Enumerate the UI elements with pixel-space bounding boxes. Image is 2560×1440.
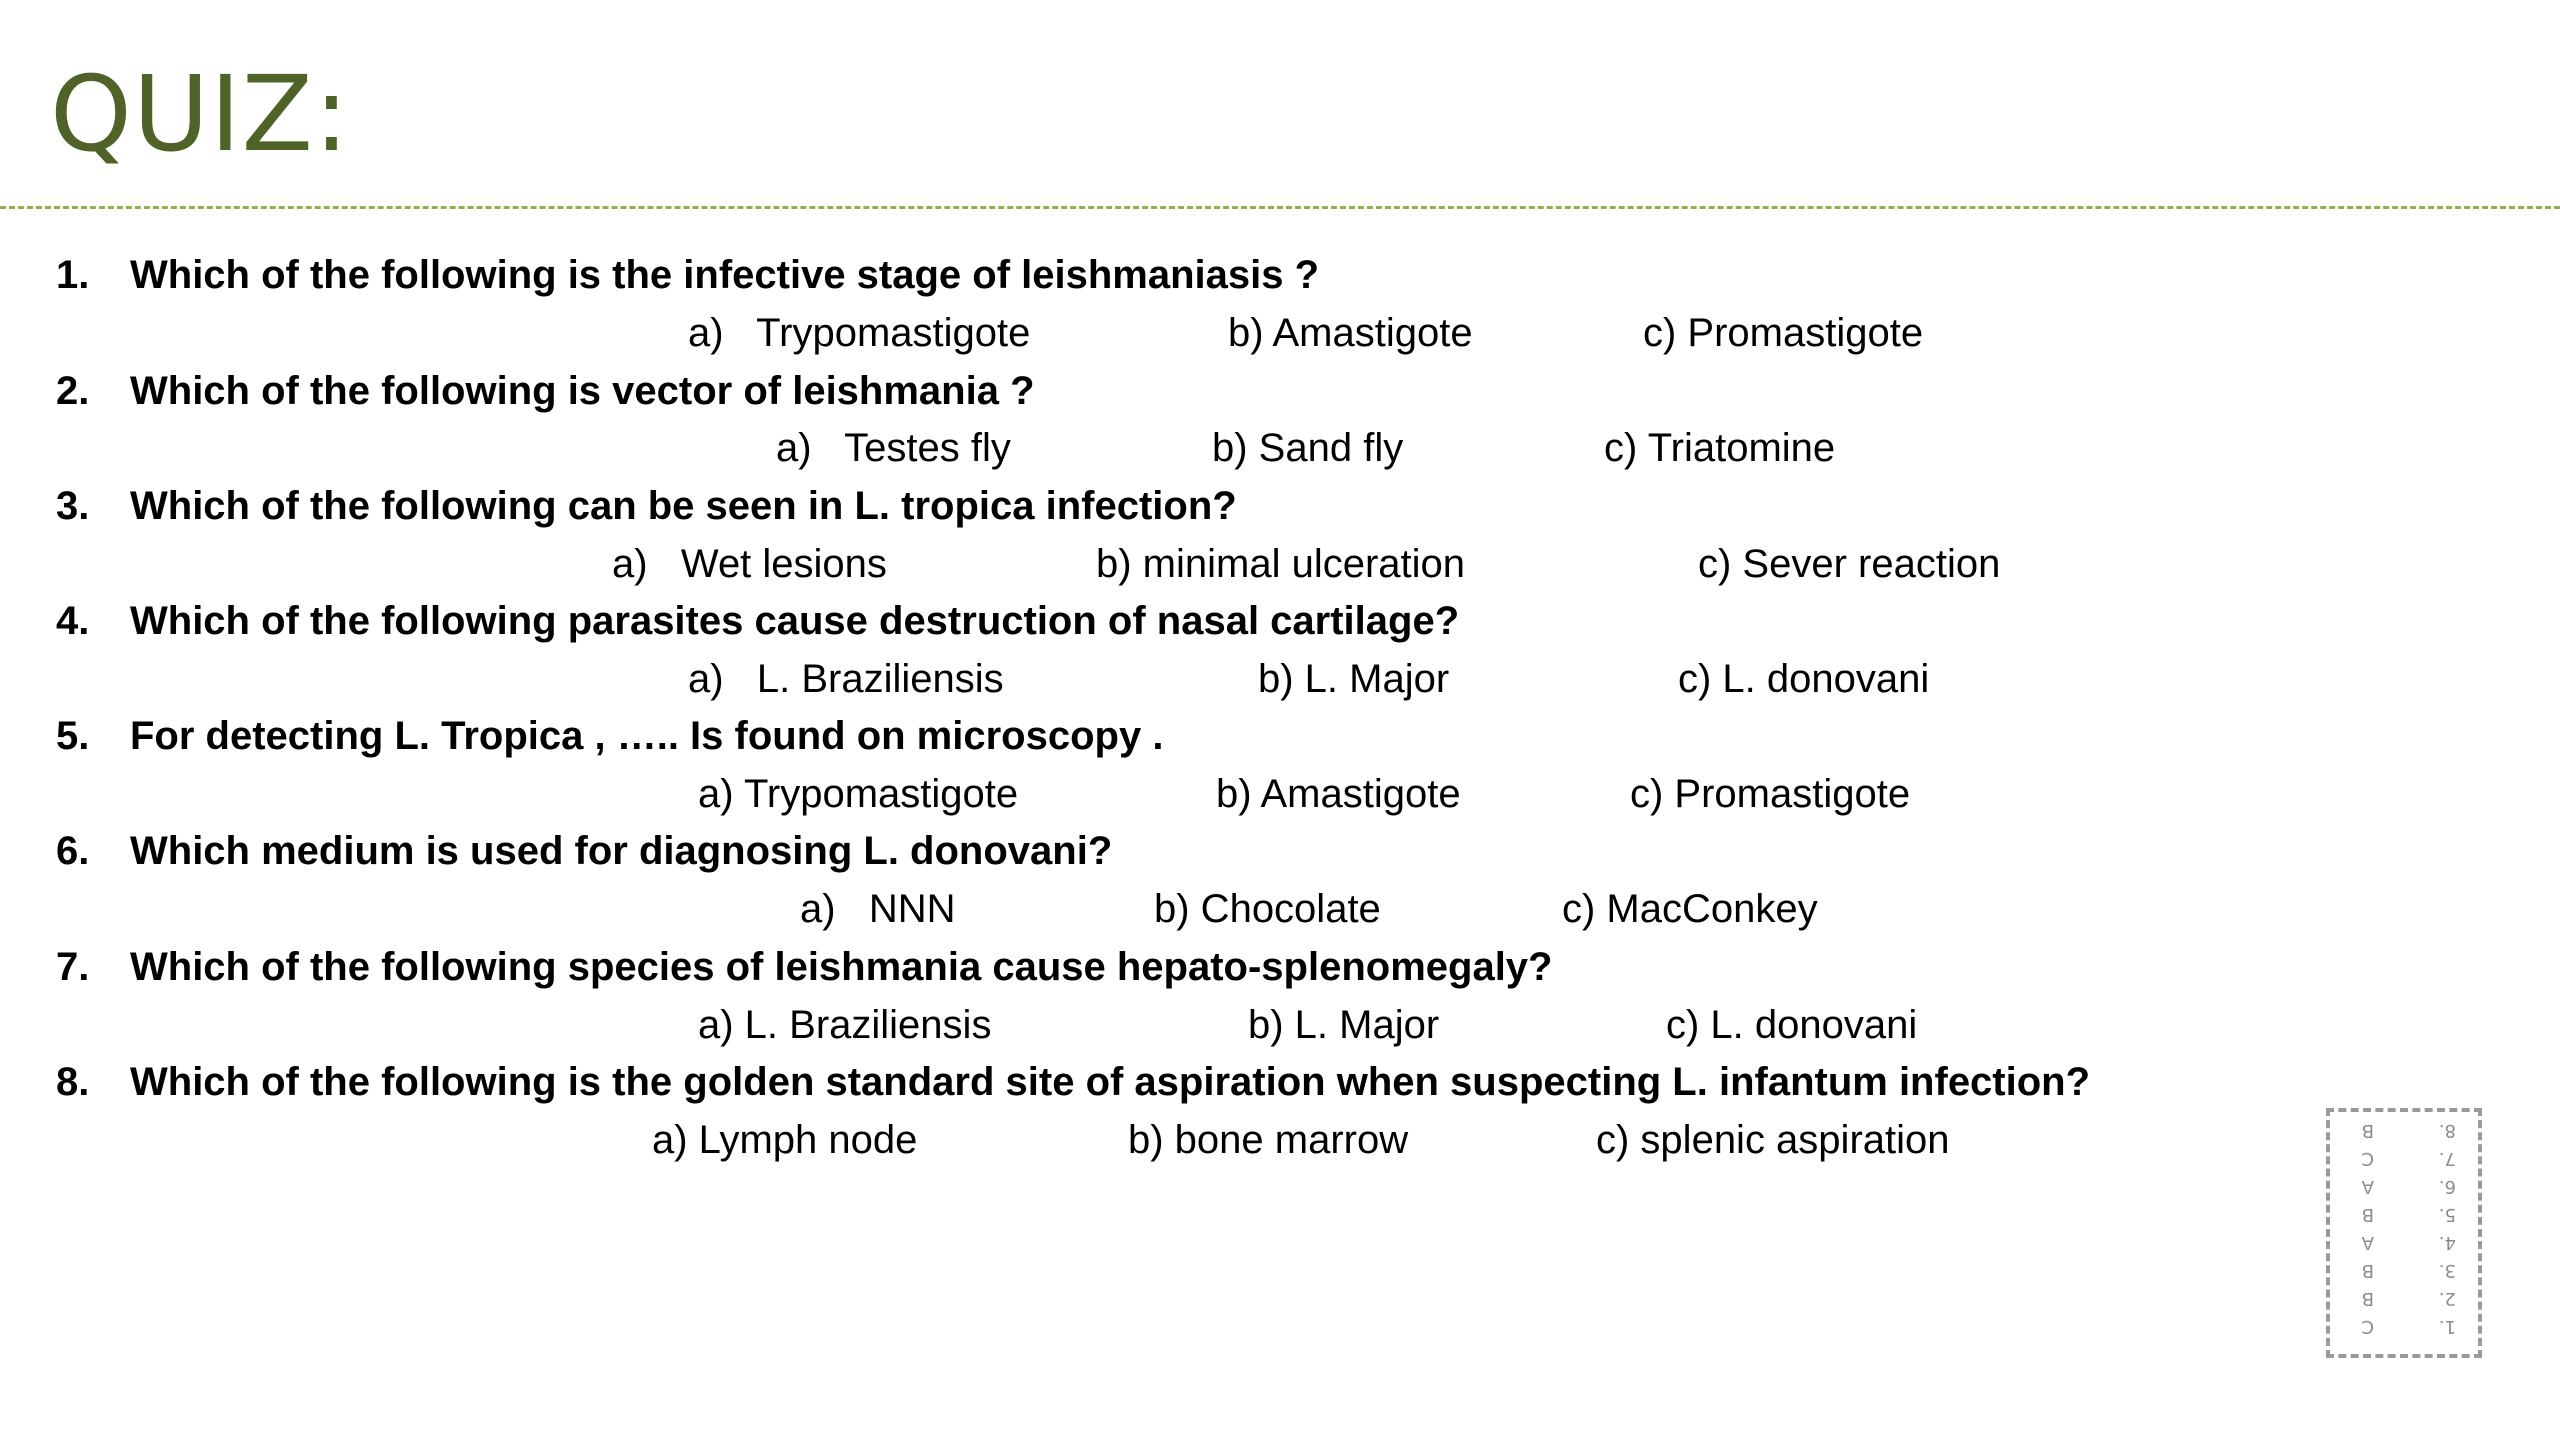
question-number: 6. xyxy=(56,828,90,873)
question-8 xyxy=(56,1051,2090,1113)
question-text: Which of the following parasites cause destruction of nasal cartilage? xyxy=(130,598,1460,643)
option-b: b) bone marrow xyxy=(1128,1117,1409,1162)
option-a: a) Wet lesions xyxy=(612,541,887,586)
option-a: a) L. Braziliensis xyxy=(688,656,1004,701)
question-text: Which of the following is vector of leishmania ? xyxy=(130,368,1035,413)
question-text: Which of the following is the infective stage of leishmaniasis ? xyxy=(130,252,1320,297)
answer-key-row xyxy=(2330,1116,2478,1144)
option-c: c) Triatomine xyxy=(1604,425,1836,470)
answer-key-row xyxy=(2330,1144,2478,1172)
answer-key-letter: A xyxy=(2361,1176,2374,1197)
answer-key-letter: C xyxy=(2361,1148,2374,1169)
option-b: b) minimal ulceration xyxy=(1096,541,1466,586)
answer-key-letter: B xyxy=(2361,1260,2374,1281)
title-divider xyxy=(0,206,2560,209)
answer-key-row xyxy=(2330,1172,2478,1200)
answer-key-number: 2. xyxy=(2438,1288,2456,1309)
answer-key-rotated xyxy=(2330,1112,2478,1354)
question-number: 4. xyxy=(56,598,90,643)
question-text: Which medium is used for diagnosing L. donovani? xyxy=(130,828,1113,873)
option-c: c) L. donovani xyxy=(1666,1002,1918,1047)
option-a: a) Trypomastigote xyxy=(688,310,1031,355)
option-a: a) NNN xyxy=(800,886,956,931)
question-5 xyxy=(56,705,1163,767)
answer-key-letter: C xyxy=(2361,1316,2374,1337)
answer-key-row xyxy=(2330,1228,2478,1256)
option-b: b) L. Major xyxy=(1248,1002,1440,1047)
answer-key-row xyxy=(2330,1256,2478,1284)
answer-key-number: 1. xyxy=(2438,1316,2456,1337)
option-a: a) Lymph node xyxy=(652,1117,918,1162)
question-number: 7. xyxy=(56,944,90,989)
answer-key-row xyxy=(2330,1312,2478,1340)
answer-key-row xyxy=(2330,1284,2478,1312)
question-4 xyxy=(56,590,1459,652)
option-c: c) L. donovani xyxy=(1678,656,1930,701)
option-b: b) Sand fly xyxy=(1212,425,1404,470)
question-number: 2. xyxy=(56,368,90,413)
option-b: b) Amastigote xyxy=(1228,310,1473,355)
question-text: Which of the following can be seen in L. tropica infection? xyxy=(130,483,1237,528)
question-text: Which of the following is the golden standard site of aspiration when suspecting L. infantum infection? xyxy=(130,1059,2091,1104)
question-number: 5. xyxy=(56,713,90,758)
question-3 xyxy=(56,475,1237,537)
answer-key-number: 3. xyxy=(2438,1260,2456,1281)
question-2 xyxy=(56,360,1035,422)
option-a: a) Trypomastigote xyxy=(698,771,1019,816)
answer-key-number: 5. xyxy=(2438,1204,2456,1225)
question-7 xyxy=(56,936,1552,998)
answer-key-row xyxy=(2330,1200,2478,1228)
answer-key-box xyxy=(2326,1108,2482,1358)
question-number: 8. xyxy=(56,1059,90,1104)
answer-key-letter: B xyxy=(2361,1120,2374,1141)
option-b: b) Amastigote xyxy=(1216,771,1461,816)
option-b: b) Chocolate xyxy=(1154,886,1381,931)
answer-key-number: 7. xyxy=(2438,1148,2456,1169)
option-c: c) Promastigote xyxy=(1630,771,1911,816)
answer-key-letter: A xyxy=(2361,1232,2374,1253)
option-c: c) Promastigote xyxy=(1643,310,1924,355)
option-c: c) splenic aspiration xyxy=(1596,1117,1950,1162)
question-1 xyxy=(56,244,1319,306)
option-c: c) Sever reaction xyxy=(1698,541,2001,586)
answer-key-number: 6. xyxy=(2438,1176,2456,1197)
answer-key-letter: B xyxy=(2361,1288,2374,1309)
option-a: a) L. Braziliensis xyxy=(698,1002,992,1047)
option-a: a) Testes fly xyxy=(776,425,1011,470)
question-number: 3. xyxy=(56,483,90,528)
question-6 xyxy=(56,820,1112,882)
question-number: 1. xyxy=(56,252,90,297)
option-b: b) L. Major xyxy=(1258,656,1450,701)
answer-key-letter: B xyxy=(2361,1204,2374,1225)
question-text: For detecting L. Tropica , ….. Is found on microscopy . xyxy=(130,713,1164,758)
answer-key-number: 4. xyxy=(2438,1232,2456,1253)
slide-title: QUIZ: xyxy=(50,53,350,175)
question-text: Which of the following species of leishmania cause hepato-splenomegaly? xyxy=(130,944,1553,989)
option-c: c) MacConkey xyxy=(1562,886,1818,931)
answer-key-number: 8. xyxy=(2438,1120,2456,1141)
